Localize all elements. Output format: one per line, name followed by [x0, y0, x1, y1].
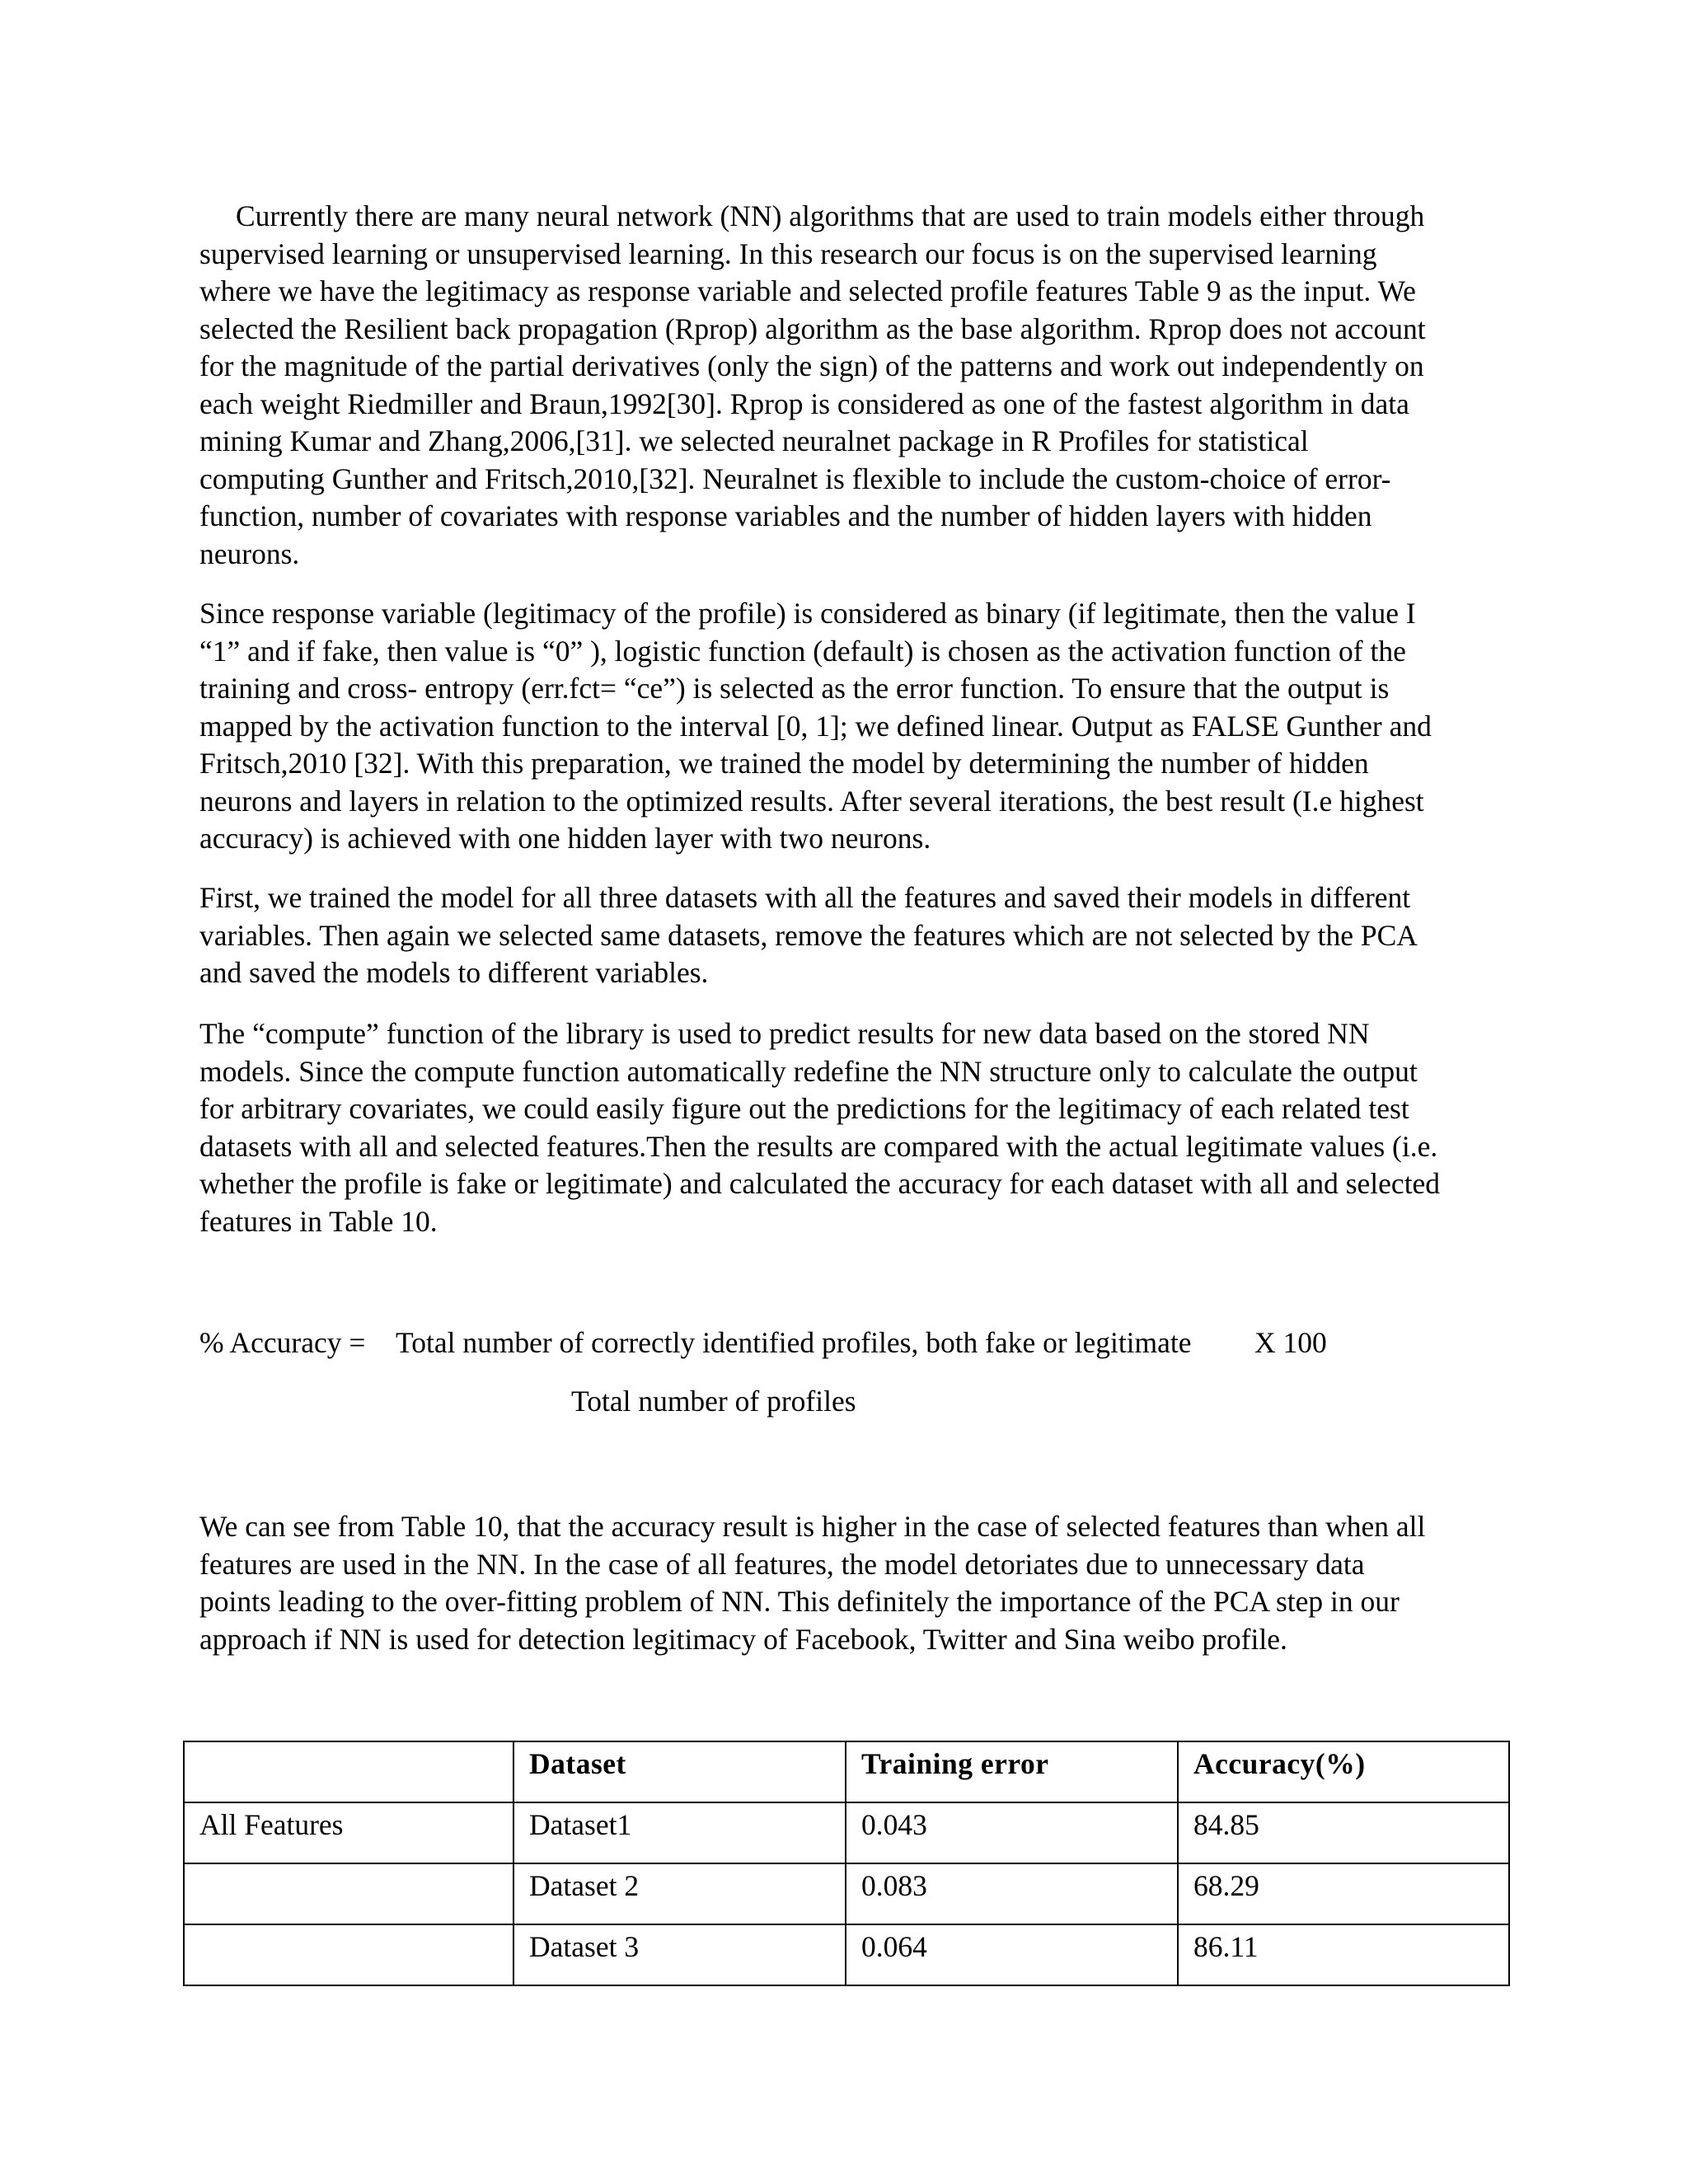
- text-line: training and cross- entropy (err.fct= “ce”) is selected as the error function. To ensure that the output is: [199, 672, 1390, 705]
- paragraph-results-discussion: [199, 1508, 1498, 1658]
- text-line: mining Kumar and Zhang,2006,[31]. we selected neuralnet package in R Profiles for statistical: [199, 424, 1309, 457]
- text-line: points leading to the over-fitting problem of NN. This definitely the importance of the PCA step in our: [199, 1585, 1400, 1618]
- paragraph-activation-function: [199, 595, 1498, 858]
- text-line: where we have the legitimacy as response variable and selected profile features Table 9 as the input. We: [199, 274, 1416, 307]
- text-line: First, we trained the model for all three datasets with all the features and saved their models in different: [199, 881, 1411, 914]
- text-line: accuracy) is achieved with one hidden layer with two neurons.: [199, 822, 931, 855]
- text-line: neurons.: [199, 537, 300, 570]
- text-line: Since response variable (legitimacy of the profile) is considered as binary (if legitimate, then the value I: [199, 597, 1416, 630]
- text-line: variables. Then again we selected same datasets, remove the features which are not selected by the PCA: [199, 918, 1418, 952]
- table-header-cell: Dataset: [513, 1741, 846, 1802]
- table-cell: All Features: [184, 1802, 513, 1863]
- text-line: The “compute” function of the library is used to predict results for new data based on the stored NN: [199, 1017, 1370, 1050]
- paragraph-rprop-intro: [199, 198, 1498, 573]
- formula-denominator: Total number of profiles: [571, 1385, 856, 1418]
- table-cell: 84.85: [1178, 1802, 1509, 1863]
- text-line: Currently there are many neural network (NN) algorithms that are used to train models either through: [236, 199, 1425, 232]
- table-cell: 0.064: [846, 1924, 1178, 1985]
- text-line: whether the profile is fake or legitimate) and calculated the accuracy for each dataset with all and selected: [199, 1167, 1441, 1200]
- table-header-cell: Accuracy(%): [1178, 1741, 1509, 1802]
- text-line: We can see from Table 10, that the accuracy result is higher in the case of selected features than when all: [199, 1510, 1426, 1543]
- text-line: function, number of covariates with response variables and the number of hidden layers with hidden: [199, 499, 1372, 532]
- formula-numerator: Total number of correctly identified profiles, both fake or legitimate: [396, 1326, 1192, 1359]
- text-line: features are used in the NN. In the case of all features, the model detoriates due to unnecessary data: [199, 1547, 1365, 1581]
- table-cell: 0.083: [846, 1863, 1178, 1924]
- text-line: “1” and if fake, then value is “0” ), logistic function (default) is chosen as the activation function of the: [199, 634, 1406, 668]
- table-cell: 68.29: [1178, 1863, 1509, 1924]
- formula-multiplier: X 100: [1254, 1326, 1327, 1359]
- text-line: Fritsch,2010 [32]. With this preparation, we trained the model by determining the number of hidden: [199, 747, 1369, 780]
- text-line: neurons and layers in relation to the optimized results. After several iterations, the best result (I.e highest: [199, 784, 1424, 818]
- table-cell: Dataset 2: [513, 1863, 846, 1924]
- table-cell: [184, 1924, 513, 1985]
- table-cell: 0.043: [846, 1802, 1178, 1863]
- text-line: approach if NN is used for detection legitimacy of Facebook, Twitter and Sina weibo profile.: [199, 1622, 1287, 1656]
- text-line: supervised learning or unsupervised learning. In this research our focus is on the supervised learning: [199, 237, 1377, 270]
- table-row: [184, 1863, 1509, 1924]
- table-cell: Dataset1: [513, 1802, 846, 1863]
- results-table: [183, 1741, 1510, 1986]
- text-line: mapped by the activation function to the interval [0, 1]; we defined linear. Output as FALSE Gunther and: [199, 709, 1432, 743]
- text-line: datasets with all and selected features.Then the results are compared with the actual legitimate values (i.e.: [199, 1129, 1438, 1163]
- table-row: [184, 1924, 1509, 1985]
- table-header-row: [184, 1741, 1509, 1802]
- text-line: features in Table 10.: [199, 1204, 438, 1238]
- text-line: computing Gunther and Fritsch,2010,[32]. Neuralnet is flexible to include the custom-choice of error-: [199, 462, 1391, 495]
- text-line: each weight Riedmiller and Braun,1992[30]. Rprop is considered as one of the fastest algorithm in data: [199, 387, 1409, 420]
- table-header-cell: Training error: [846, 1741, 1178, 1802]
- table-cell: Dataset 3: [513, 1924, 846, 1985]
- table-cell: 86.11: [1178, 1924, 1509, 1985]
- paragraph-compute-function: [199, 1015, 1498, 1240]
- text-line: and saved the models to different variables.: [199, 956, 709, 989]
- table-header-cell: [184, 1741, 513, 1802]
- table-cell: [184, 1863, 513, 1924]
- table-row: [184, 1802, 1509, 1863]
- formula-label: % Accuracy =: [199, 1326, 366, 1359]
- text-line: models. Since the compute function automatically redefine the NN structure only to calculate the output: [199, 1054, 1418, 1088]
- text-line: for the magnitude of the partial derivatives (only the sign) of the patterns and work out independently on: [199, 349, 1424, 382]
- text-line: selected the Resilient back propagation (Rprop) algorithm as the base algorithm. Rprop does not account: [199, 312, 1426, 345]
- text-line: for arbitrary covariates, we could easily figure out the predictions for the legitimacy of each related test: [199, 1092, 1409, 1125]
- paragraph-training-procedure: [199, 879, 1498, 992]
